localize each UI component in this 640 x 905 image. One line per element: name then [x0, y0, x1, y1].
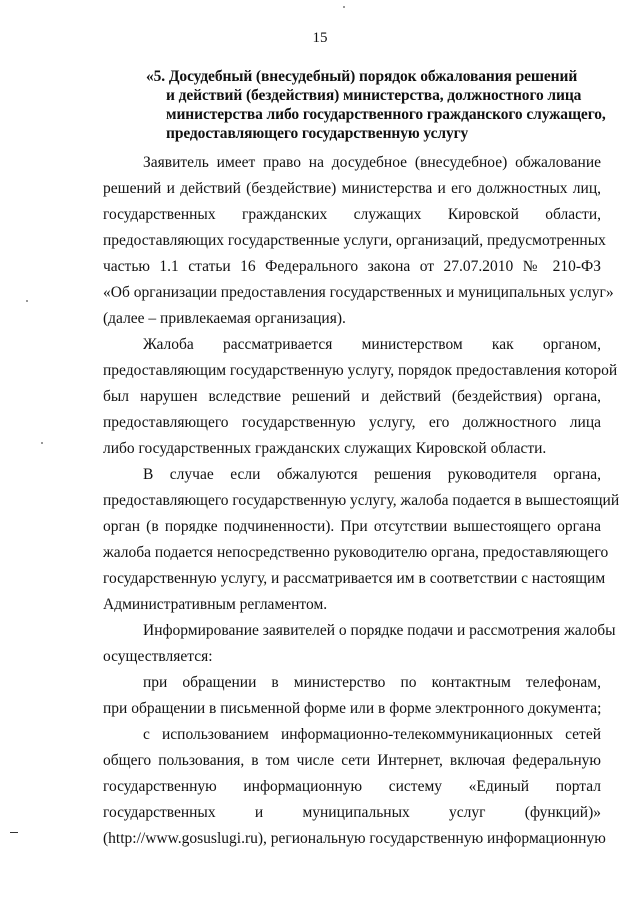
text-line: был нарушен вследствие решений и действий (бездействия) органа, [103, 388, 601, 405]
text-line: государственную услугу, и рассматривается им в соответствии с настоящим [103, 570, 606, 587]
text-line: при обращении в письменной форме или в форме электронного документа; [103, 700, 602, 717]
text-line: предоставляющим государственную услугу, порядок предоставления которой [103, 362, 618, 379]
heading-line: министерства либо государственного гражданского служащего, [166, 106, 606, 123]
scan-speck [26, 300, 28, 302]
text-line: Заявитель имеет право на досудебное (внесудебное) обжалование [143, 154, 601, 171]
scan-speck [41, 442, 43, 444]
text-line: либо государственных гражданских служащих Кировской области. [103, 440, 547, 457]
text-line: с использованием информационно-телекоммуникационных сетей [143, 726, 601, 743]
text-line: государственную информационную систему «Единый портал [103, 778, 601, 795]
text-line: Жалоба рассматривается министерством как органом, [143, 336, 601, 353]
text-line: государственных и муниципальных услуг (функций)» [103, 804, 601, 821]
heading-line: предоставляющего государственную услугу [166, 125, 469, 142]
paragraph-contact-phones [103, 670, 601, 722]
text-line: (далее – привлекаемая организация). [103, 310, 346, 327]
text-line: «Об организации предоставления государственных и муниципальных услуг» [103, 284, 614, 301]
text-line: частью 1.1 статьи 16 Федерального закона от 27.07.2010 № 210-ФЗ [103, 258, 601, 275]
text-line: предоставляющих государственные услуги, организаций, предусмотренных [103, 232, 606, 249]
text-line: решений и действий (бездействие) министерства и его должностных лиц, [103, 180, 601, 197]
scan-speck [343, 6, 345, 8]
text-line: орган (в порядке подчиненности). При отсутствии вышестоящего органа [103, 518, 601, 535]
document-body [103, 150, 620, 852]
text-line: предоставляющего государственную услугу, его должностного лица [103, 414, 601, 431]
margin-mark [10, 832, 18, 833]
text-line: жалоба подается непосредственно руководителю органа, предоставляющего [103, 544, 609, 561]
text-line: осуществляется: [103, 648, 213, 665]
text-line: общего пользования, в том числе сети Интернет, включая федеральную [103, 752, 601, 769]
text-line: Информирование заявителей о порядке подачи и рассмотрения жалобы [143, 622, 616, 639]
text-line: при обращении в министерство по контактным телефонам, [143, 674, 601, 691]
text-line: В случае если обжалуются решения руководителя органа, [143, 466, 601, 483]
page-number: 15 [312, 30, 328, 46]
text-line: Административным регламентом. [103, 596, 328, 613]
paragraph-complaint-review [103, 332, 618, 462]
text-line: (http://www.gosuslugi.ru), региональную государственную информационную [103, 830, 606, 847]
paragraph-right-to-appeal [103, 150, 614, 332]
paragraph-head-decisions [103, 462, 620, 618]
text-line: государственных гражданских служащих Кировской области, [103, 206, 601, 223]
paragraph-informing [103, 618, 616, 670]
paragraph-internet [103, 722, 606, 852]
text-line: предоставляющего государственную услугу, жалоба подается в вышестоящий [103, 492, 620, 509]
heading-line: и действий (бездействия) министерства, должностного лица [166, 87, 582, 104]
section-heading [146, 67, 606, 143]
heading-line: «5. Досудебный (внесудебный) порядок обжалования решений [146, 68, 578, 85]
